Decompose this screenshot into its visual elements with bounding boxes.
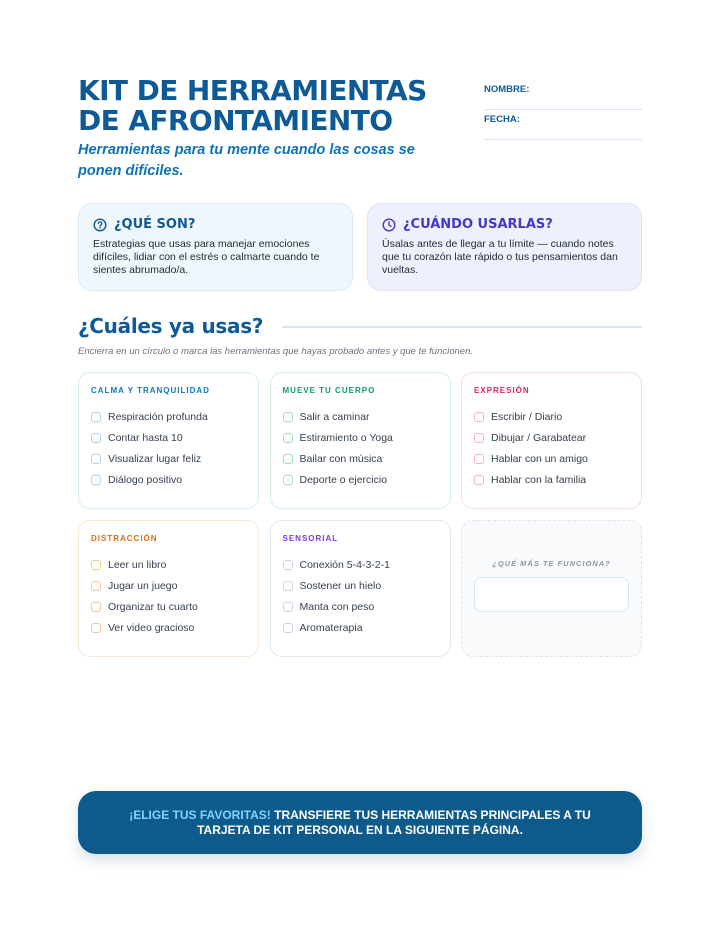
checklist-item[interactable] <box>283 448 438 469</box>
category-title: SENSORIAL <box>282 534 339 543</box>
item-label: Hablar con la familia <box>491 473 587 486</box>
tools-grid <box>78 372 642 657</box>
item-label: Diálogo positivo <box>108 473 183 486</box>
checklist-item[interactable] <box>474 469 629 490</box>
item-label: Ver video gracioso <box>108 621 195 634</box>
meta-fields <box>484 80 642 140</box>
item-label: Dibujar / Garabatear <box>491 431 587 444</box>
checklist-item[interactable] <box>91 448 246 469</box>
checklist-item[interactable] <box>283 427 438 448</box>
category-card-sensorial <box>270 520 451 657</box>
checkbox[interactable] <box>283 475 293 485</box>
item-label: Manta con peso <box>299 600 375 613</box>
section-title: ¿Cuáles ya usas? <box>78 314 264 338</box>
banner-text: TRANSFIERE TUS HERRAMIENTAS PRINCIPALES A TU TARJETA DE KIT PERSONAL EN LA SIGUIENTE PÁGINA. <box>197 807 591 837</box>
item-label: Jugar un juego <box>108 579 178 592</box>
item-label: Aromaterapia <box>299 621 363 634</box>
checklist-item[interactable] <box>91 575 246 596</box>
checkbox[interactable] <box>283 454 293 464</box>
when-heading: ¿CUÁNDO USARLAS? <box>403 217 553 232</box>
item-label: Salir a caminar <box>299 410 370 423</box>
when-body: Úsalas antes de llegar a tu límite — cuando notes que tu corazón late rápido o tus pensamientos dan vueltas. <box>382 238 618 276</box>
checkbox[interactable] <box>91 581 101 591</box>
item-label: Sostener un hielo <box>299 579 382 592</box>
date-field[interactable] <box>484 110 642 140</box>
when-to-use-card <box>367 203 642 291</box>
checkbox[interactable] <box>474 412 484 422</box>
what-heading: ¿QUÉ SON? <box>114 217 196 232</box>
page-subtitle: Herramientas para tu mente cuando las cosas se ponen difíciles. <box>78 142 415 179</box>
checklist-item[interactable] <box>474 448 629 469</box>
item-label: Contar hasta 10 <box>108 431 183 444</box>
category-card-distraction <box>78 520 259 657</box>
section-divider <box>282 326 642 328</box>
checkbox[interactable] <box>283 412 293 422</box>
checklist-item[interactable] <box>283 617 438 638</box>
checkbox[interactable] <box>91 602 101 612</box>
section-instructions: Encierra en un círculo o marca las herramientas que hayas probado antes y que te funcionen. <box>78 346 474 357</box>
item-label: Leer un libro <box>108 558 167 571</box>
checkbox[interactable] <box>91 623 101 633</box>
category-title: MUEVE TU CUERPO <box>282 386 376 395</box>
checkbox[interactable] <box>91 454 101 464</box>
checkbox[interactable] <box>474 454 484 464</box>
checklist-item[interactable] <box>91 469 246 490</box>
other-tools-input[interactable] <box>474 577 629 612</box>
checkbox[interactable] <box>283 581 293 591</box>
item-label: Bailar con música <box>299 452 383 465</box>
checklist-item[interactable] <box>283 575 438 596</box>
item-label: Respiración profunda <box>108 410 208 423</box>
item-label: Visualizar lugar feliz <box>108 452 202 465</box>
name-label: NOMBRE: <box>484 84 530 95</box>
checklist-item[interactable] <box>283 469 438 490</box>
date-label: FECHA: <box>484 114 520 125</box>
checklist-item[interactable] <box>91 617 246 638</box>
other-tools-card <box>461 520 642 657</box>
checkbox[interactable] <box>91 412 101 422</box>
banner-message <box>102 808 618 838</box>
checkbox[interactable] <box>283 623 293 633</box>
checkbox[interactable] <box>91 560 101 570</box>
checklist-item[interactable] <box>91 554 246 575</box>
category-card-expression <box>461 372 642 509</box>
checklist-item[interactable] <box>474 406 629 427</box>
banner-highlight: ¡ELIGE TUS FAVORITAS! <box>129 807 271 822</box>
category-card-move <box>270 372 451 509</box>
category-title: CALMA Y TRANQUILIDAD <box>91 386 210 395</box>
checkbox[interactable] <box>474 475 484 485</box>
checklist-item[interactable] <box>91 596 246 617</box>
checklist-item[interactable] <box>283 596 438 617</box>
checkbox[interactable] <box>283 602 293 612</box>
checkbox[interactable] <box>283 433 293 443</box>
question-circle-icon <box>93 218 107 232</box>
what-body: Estrategias que usas para manejar emociones difíciles, lidiar con el estrés o calmarte cuando te sientes abrumado/a. <box>93 238 320 276</box>
page-title: KIT DE HERRAMIENTAS DE AFRONTAMIENTO <box>78 74 427 137</box>
checklist-item[interactable] <box>91 427 246 448</box>
checkbox[interactable] <box>283 560 293 570</box>
other-tools-label: ¿QUÉ MÁS TE FUNCIONA? <box>492 559 611 568</box>
item-label: Organizar tu cuarto <box>108 600 198 613</box>
checkbox[interactable] <box>91 433 101 443</box>
checklist-item[interactable] <box>91 406 246 427</box>
what-are-they-card <box>78 203 353 291</box>
cta-banner <box>78 791 642 854</box>
name-field[interactable] <box>484 80 642 110</box>
category-title: EXPRESIÓN <box>474 386 530 395</box>
checklist-item[interactable] <box>474 427 629 448</box>
item-label: Hablar con un amigo <box>491 452 588 465</box>
item-label: Conexión 5-4-3-2-1 <box>299 558 390 571</box>
item-label: Deporte o ejercicio <box>299 473 388 486</box>
checklist-item[interactable] <box>283 554 438 575</box>
item-label: Escribir / Diario <box>491 410 563 423</box>
checkbox[interactable] <box>474 433 484 443</box>
clock-icon <box>382 218 396 232</box>
category-title: DISTRACCIÓN <box>91 534 158 543</box>
category-card-calm <box>78 372 259 509</box>
checklist-item[interactable] <box>283 406 438 427</box>
checkbox[interactable] <box>91 475 101 485</box>
item-label: Estiramiento o Yoga <box>299 431 393 444</box>
